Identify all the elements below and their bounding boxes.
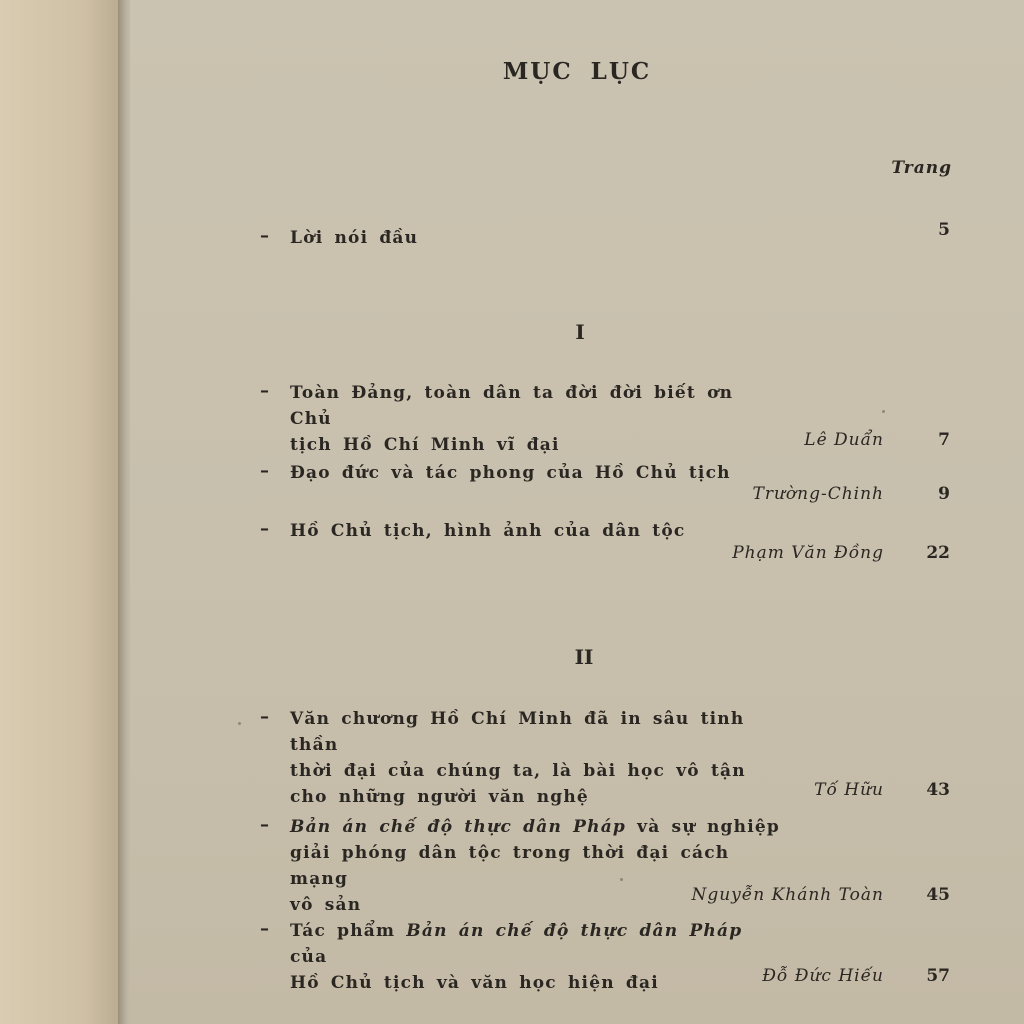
entry-title-text: Tác phẩm [290,921,407,941]
entry-title-line: Đạo đức và tác phong của Hồ Chủ tịch [290,463,731,483]
entry-dash: – [260,706,269,727]
page-title: MỤC LỤC [502,58,652,85]
entry-title-line [290,918,780,970]
entry-dash: – [260,380,269,401]
entry-page-number: 9 [938,484,950,504]
entry-title-line: Văn chương Hồ Chí Minh đã in sâu tinh thần [290,709,745,755]
entry-title-line: Hồ Chủ tịch và văn học hiện đại [290,973,659,993]
paper-speck [882,410,885,413]
entry-author: Phạm Văn Đồng [732,543,884,563]
section-label-1: I [575,320,585,344]
entry-title [290,460,780,486]
contents-page [130,0,1024,1024]
entry-title [290,518,780,544]
toc-entry[interactable] [260,918,780,996]
entry-title-line: vô sản [290,895,362,915]
entry-title-line: giải phóng dân tộc trong thời đại cách mạng [290,843,730,889]
entry-page-number: 57 [926,966,950,986]
entry-dash: – [260,460,269,481]
entry-author: Đỗ Đức Hiếu [762,966,884,986]
toc-entry[interactable] [260,460,780,486]
toc-entry[interactable] [260,380,780,458]
entry-dash: – [260,225,269,246]
entry-page-number: 22 [926,543,950,563]
entry-dash: – [260,918,269,939]
section-label-2: II [574,645,594,669]
entry-author: Lê Duẩn [804,430,884,450]
book-title-italic: Bản án chế độ thực dân Pháp [406,921,743,941]
entry-page-number: 45 [926,885,950,905]
entry-title-line: cho những người văn nghệ [290,787,589,807]
book-title-italic: Bản án chế độ thực dân Pháp [290,817,627,837]
left-page [0,0,122,1024]
entry-title-line: Toàn Đảng, toàn dân ta đời đời biết ơn Chủ [290,383,734,429]
paper-speck [238,722,241,725]
entry-page-number: 5 [938,220,950,240]
page-column-header: Trang [891,158,952,178]
toc-entry-preface[interactable] [260,225,780,251]
entry-page-number: 7 [938,430,950,450]
entry-title [290,918,780,996]
entry-title-line [290,814,780,840]
entry-author: Nguyễn Khánh Toàn [691,885,884,905]
entry-title [290,706,780,810]
entry-title-line: thời đại của chúng ta, là bài học vô tận [290,761,746,781]
entry-author: Trường-Chinh [752,484,884,504]
paper-speck [620,878,623,881]
entry-page-number: 43 [926,780,950,800]
entry-author: Tố Hữu [814,780,884,800]
entry-title-line: tịch Hồ Chí Minh vĩ đại [290,435,560,455]
entry-title-text: và sự nghiệp [626,817,780,837]
toc-entry[interactable] [260,706,780,810]
entry-dash: – [260,814,269,835]
entry-title-line: Hồ Chủ tịch, hình ảnh của dân tộc [290,521,686,541]
entry-title [290,380,780,458]
entry-dash: – [260,518,269,539]
entry-title: Lời nói đầu [290,228,419,248]
toc-entry[interactable] [260,518,780,544]
entry-title-text: của [290,947,328,967]
